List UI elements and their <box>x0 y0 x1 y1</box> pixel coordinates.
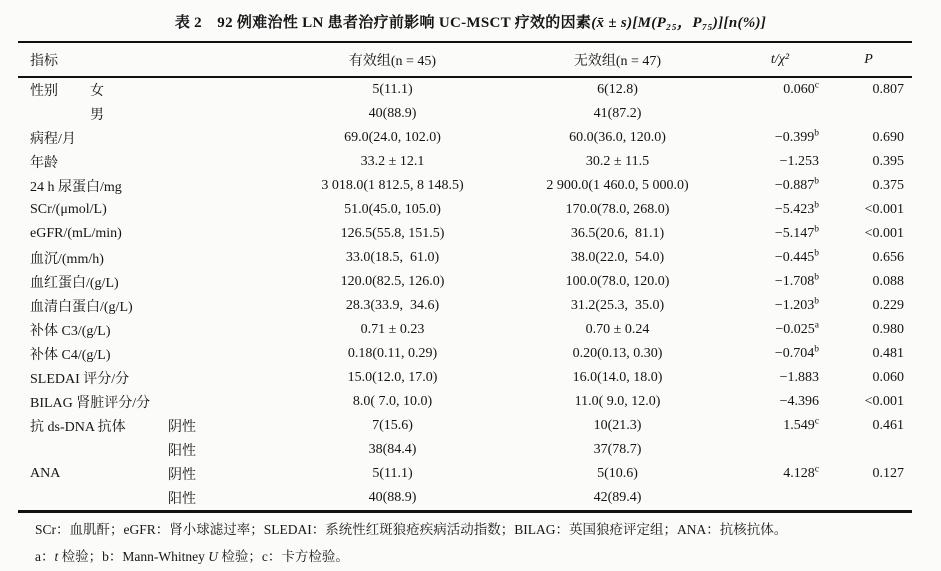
table-row <box>18 102 912 126</box>
row-sublabel: 阳性 <box>168 492 196 507</box>
table-row <box>18 150 912 174</box>
cell-effective: 0.71 ± 0.23 <box>360 322 425 337</box>
cell-pvalue: 0.656 <box>872 250 904 265</box>
cell-statistic: 1.549$^c$ <box>783 416 819 433</box>
data-table <box>18 41 912 513</box>
cell-indicator <box>18 294 285 318</box>
row-label: BILAG 肾脏评分/分 <box>30 396 151 411</box>
row-label: 补体 C3/(g/L) <box>30 324 111 339</box>
cell-pvalue: 0.375 <box>872 178 904 193</box>
cell-pvalue <box>825 486 912 512</box>
cell-pvalue <box>825 438 912 462</box>
cell-ineffective: 37(78.7) <box>593 442 642 457</box>
table-title-text: 表 2 92 例难治性 LN 患者治疗前影响 UC-MSCT 疗效的因素 <box>174 15 592 31</box>
row-label: 血清白蛋白/(g/L) <box>30 300 133 315</box>
table-row <box>18 366 912 390</box>
cell-indicator <box>18 102 285 126</box>
cell-indicator <box>18 77 285 102</box>
cell-pvalue: 0.060 <box>872 370 904 385</box>
cell-effective: 69.0(24.0, 102.0) <box>344 130 441 145</box>
cell-statistic: −0.887$^b$ <box>774 176 819 193</box>
cell-effective: 126.5(55.8, 151.5) <box>340 226 445 241</box>
table-row <box>18 77 912 102</box>
row-label: SCr/(μmol/L) <box>30 202 107 217</box>
row-label: 血红蛋白/(g/L) <box>30 276 119 291</box>
statistic-superscript: b <box>814 224 819 235</box>
cell-effective: 3 018.0(1 812.5, 8 148.5) <box>321 178 464 193</box>
cell-indicator <box>18 366 285 390</box>
header-indicator: 指标 <box>18 42 285 77</box>
cell-pvalue: 0.461 <box>872 418 904 433</box>
table-row <box>18 318 912 342</box>
table-row <box>18 222 912 246</box>
cell-statistic: −0.399$^b$ <box>774 128 819 145</box>
header-ineffective-group: 无效组(n = 47) <box>500 42 735 77</box>
cell-indicator <box>18 246 285 270</box>
cell-pvalue: 0.807 <box>872 82 904 97</box>
cell-ineffective: 36.5(20.6, 81.1) <box>570 226 665 241</box>
cell-effective: 28.3(33.9, 34.6) <box>345 298 440 313</box>
cell-indicator <box>18 438 285 462</box>
cell-ineffective: 100.0(78.0, 120.0) <box>565 274 670 289</box>
cell-indicator <box>18 270 285 294</box>
cell-indicator <box>18 462 285 486</box>
row-sublabel: 男 <box>90 108 104 123</box>
cell-statistic: −1.708$^b$ <box>774 272 819 289</box>
cell-effective: 5(11.1) <box>372 466 413 481</box>
statistic-superscript: a <box>814 320 819 331</box>
cell-effective: 7(15.6) <box>372 418 413 433</box>
cell-statistic: −5.423$^b$ <box>774 200 819 217</box>
statistic-superscript: b <box>814 344 819 355</box>
row-label: ANA <box>30 466 61 481</box>
cell-indicator <box>18 486 285 512</box>
cell-statistic: −1.883 <box>779 370 819 385</box>
cell-effective: 33.0(18.5, 61.0) <box>345 250 440 265</box>
table-body <box>18 77 912 512</box>
cell-ineffective: 38.0(22.0, 54.0) <box>570 250 665 265</box>
statistic-superscript: c <box>814 464 819 475</box>
statistic-superscript: b <box>814 296 819 307</box>
cell-ineffective: 2 900.0(1 460.0, 5 000.0) <box>546 178 689 193</box>
cell-indicator <box>18 126 285 150</box>
cell-pvalue: 0.980 <box>872 322 904 337</box>
cell-indicator <box>18 150 285 174</box>
cell-effective: 5(11.1) <box>372 82 413 97</box>
table-title-statistics-notation: (x̄ ± s)[M(P₂₅，P₇₅)][n(%)] <box>591 15 767 31</box>
cell-statistic: 4.128$^c$ <box>783 464 819 481</box>
table-row <box>18 198 912 222</box>
cell-effective: 0.18(0.11, 0.29) <box>347 346 438 361</box>
cell-pvalue: <0.001 <box>864 202 904 217</box>
cell-statistic: −0.025$^a$ <box>775 320 819 337</box>
table-row <box>18 414 912 438</box>
cell-ineffective: 16.0(14.0, 18.0) <box>572 370 663 385</box>
cell-indicator <box>18 174 285 198</box>
cell-ineffective: 60.0(36.0, 120.0) <box>569 130 666 145</box>
cell-statistic: −5.147$^b$ <box>774 224 819 241</box>
header-statistic: t/χ² <box>735 42 825 77</box>
cell-ineffective: 31.2(25.3, 35.0) <box>570 298 665 313</box>
row-label: 性别 <box>30 84 58 99</box>
table-row <box>18 174 912 198</box>
cell-pvalue: 0.229 <box>872 298 904 313</box>
cell-statistic <box>735 486 825 512</box>
row-label: SLEDAI 评分/分 <box>30 372 130 387</box>
cell-statistic: −1.253 <box>779 154 819 169</box>
statistic-superscript: b <box>814 176 819 187</box>
cell-indicator <box>18 222 285 246</box>
cell-indicator <box>18 198 285 222</box>
cell-effective: 33.2 ± 12.1 <box>360 154 425 169</box>
header-effective-group: 有效组(n = 45) <box>285 42 500 77</box>
cell-ineffective: 0.70 ± 0.24 <box>585 322 650 337</box>
footnote-test-methods: a：t 检验；b：Mann-Whitney U 检验；c：卡方检验。 <box>35 549 349 564</box>
statistic-superscript: b <box>814 128 819 139</box>
row-label: 年龄 <box>30 156 58 171</box>
cell-effective: 40(88.9) <box>368 490 417 505</box>
cell-ineffective: 30.2 ± 11.5 <box>585 154 650 169</box>
cell-ineffective: 6(12.8) <box>597 82 638 97</box>
row-label: 24 h 尿蛋白/mg <box>30 180 122 195</box>
cell-effective: 120.0(82.5, 126.0) <box>340 274 445 289</box>
row-label: eGFR/(mL/min) <box>30 226 122 241</box>
cell-effective: 15.0(12.0, 17.0) <box>347 370 438 385</box>
cell-effective: 40(88.9) <box>368 106 417 121</box>
cell-statistic <box>735 102 825 126</box>
table-row <box>18 126 912 150</box>
cell-pvalue: 0.088 <box>872 274 904 289</box>
cell-indicator <box>18 390 285 414</box>
header-pvalue: P <box>825 42 912 77</box>
table-row <box>18 390 912 414</box>
cell-statistic: −0.445$^b$ <box>774 248 819 265</box>
cell-ineffective: 10(21.3) <box>593 418 642 433</box>
row-sublabel: 阴性 <box>168 468 196 483</box>
cell-statistic: −1.203$^b$ <box>774 296 819 313</box>
table-row <box>18 486 912 512</box>
row-label: 抗 ds-DNA 抗体 <box>30 420 126 435</box>
cell-effective: 8.0( 7.0, 10.0) <box>352 394 433 409</box>
cell-effective: 38(84.4) <box>368 442 417 457</box>
cell-pvalue: 0.395 <box>872 154 904 169</box>
cell-ineffective: 11.0( 9.0, 12.0) <box>574 394 661 409</box>
row-sublabel: 女 <box>90 84 104 99</box>
cell-statistic: −4.396 <box>779 394 819 409</box>
row-sublabel: 阴性 <box>168 420 196 435</box>
cell-pvalue: 0.127 <box>872 466 904 481</box>
cell-statistic: 0.060$^c$ <box>783 80 819 97</box>
cell-pvalue: 0.481 <box>872 346 904 361</box>
cell-pvalue: <0.001 <box>864 226 904 241</box>
cell-pvalue: 0.690 <box>872 130 904 145</box>
row-label: 血沉/(mm/h) <box>30 252 104 267</box>
table-row <box>18 270 912 294</box>
header-row <box>18 42 912 77</box>
table-row <box>18 462 912 486</box>
row-label: 病程/月 <box>30 132 76 147</box>
cell-effective: 51.0(45.0, 105.0) <box>344 202 441 217</box>
cell-statistic <box>735 438 825 462</box>
row-label: 补体 C4/(g/L) <box>30 348 111 363</box>
table-title <box>0 11 941 32</box>
cell-ineffective: 0.20(0.13, 0.30) <box>572 346 663 361</box>
statistic-superscript: c <box>814 416 819 427</box>
cell-ineffective: 41(87.2) <box>593 106 642 121</box>
cell-indicator <box>18 414 285 438</box>
table-row <box>18 438 912 462</box>
statistic-superscript: b <box>814 248 819 259</box>
table-row <box>18 246 912 270</box>
cell-pvalue: <0.001 <box>864 394 904 409</box>
statistic-superscript: c <box>814 80 819 91</box>
cell-indicator <box>18 342 285 366</box>
cell-pvalue <box>825 102 912 126</box>
cell-ineffective: 5(10.6) <box>597 466 638 481</box>
cell-ineffective: 170.0(78.0, 268.0) <box>565 202 670 217</box>
statistic-superscript: b <box>814 272 819 283</box>
table-row <box>18 342 912 366</box>
footnote-abbreviations: SCr：血肌酐；eGFR：肾小球滤过率；SLEDAI：系统性红斑狼疮疾病活动指数；BILAG：英国狼疮评定组；ANA：抗核抗体。 <box>35 522 788 537</box>
cell-statistic: −0.704$^b$ <box>774 344 819 361</box>
statistic-superscript: b <box>814 200 819 211</box>
cell-ineffective: 42(89.4) <box>593 490 642 505</box>
table-row <box>18 294 912 318</box>
cell-indicator <box>18 318 285 342</box>
row-sublabel: 阳性 <box>168 444 196 459</box>
